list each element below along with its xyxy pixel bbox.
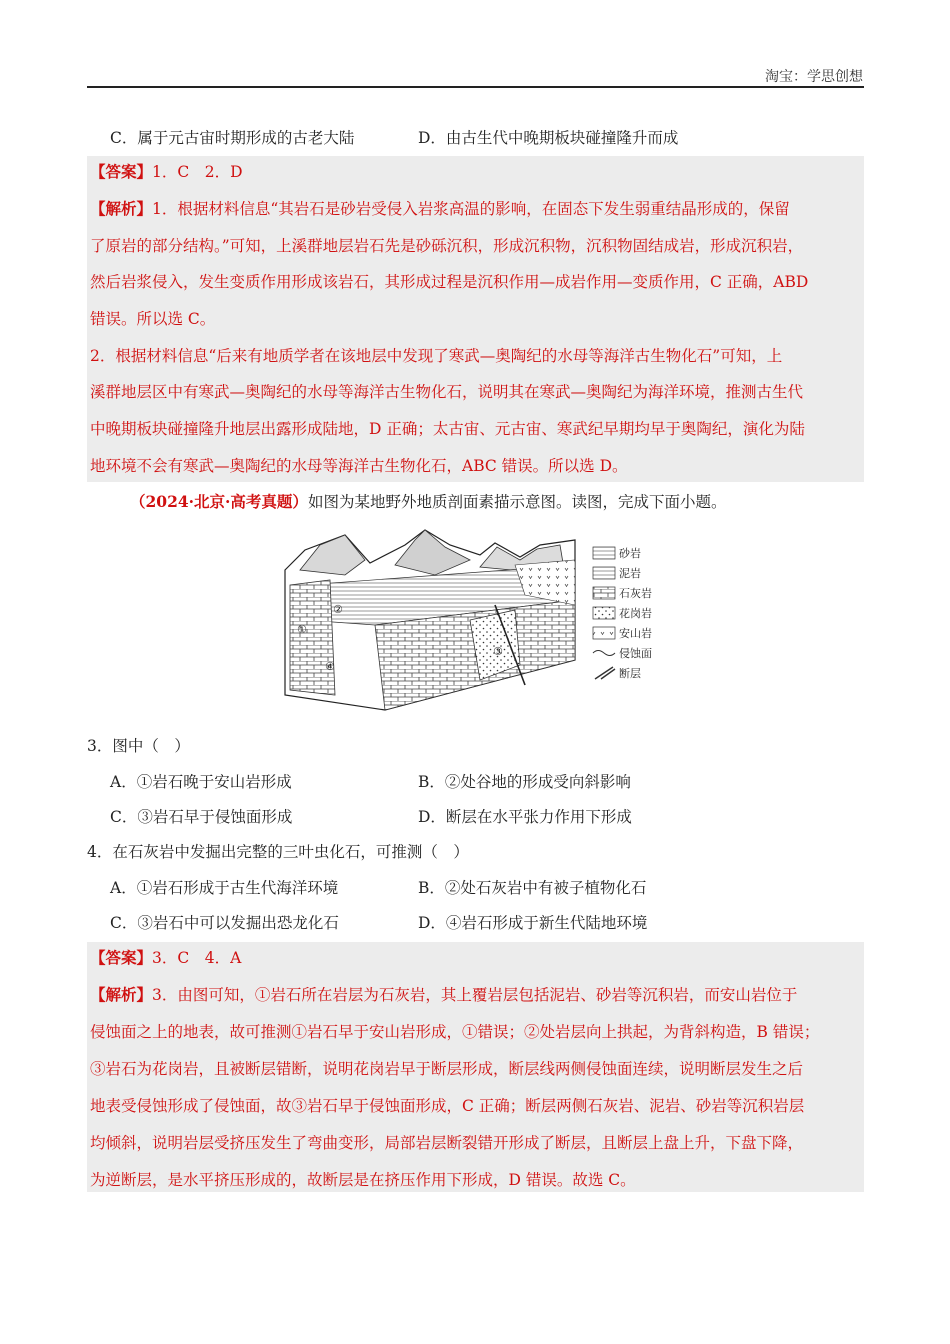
analysis-label: 【解析】 (90, 199, 153, 218)
q4-option-d[interactable]: D．④岩石形成于新生代陆地环境 (418, 914, 648, 932)
analysis-2-line-1: 侵蚀面之上的地表，故可推测①岩石早于安山岩形成，①错误；②处岩层向上拱起，为背斜构造，B 错误； (90, 1023, 820, 1041)
answer-label: 【答案】 (90, 948, 153, 967)
answer-text: 3．C 4．A (152, 949, 242, 967)
q3-option-b[interactable]: B．②处谷地的形成受向斜影响 (418, 773, 631, 791)
legend-limestone: 石灰岩 (619, 587, 652, 600)
answer-text: 1．C 2．D (152, 163, 243, 181)
q4-stem: 4．在石灰岩中发掘出完整的三叶虫化石，可推测（ ） (87, 843, 469, 861)
analysis-1-line-1: 了原岩的部分结构。”可知，上溪群地层岩石先是砂砾沉积，形成沉积物，沉积物固结成岩，形成沉积岩， (90, 237, 804, 255)
analysis-1-line-6: 中晚期板块碰撞隆升地层出露形成陆地，D 正确；太古宙、元古宙、寒武纪早期均早于奥陶纪，演化为陆 (90, 420, 805, 438)
legend-swatch-limestone (593, 587, 615, 599)
analysis-1-line-5: 溪群地层区中有寒武—奥陶纪的水母等海洋古生物化石，说明其在寒武—奥陶纪为海洋环境，推测古生代 (90, 383, 804, 401)
marker-3: ③ (493, 645, 503, 658)
answer-2 (90, 948, 241, 968)
q3-stem: 3．图中（ ） (87, 737, 190, 755)
analysis-2-line-4: 均倾斜，说明岩层受挤压发生了弯曲变形，局部岩层断裂错开形成了断层，且断层上盘上升，下盘下降， (90, 1134, 804, 1152)
prev-option-d: D．由古生代中晚期板块碰撞隆升而成 (418, 129, 679, 147)
header-text: 淘宝：学思创想 (765, 69, 863, 85)
q3-option-a[interactable]: A．①岩石晚于安山岩形成 (110, 773, 292, 791)
analysis-2-line-2: ③岩石为花岗岩，且被断层错断，说明花岗岩早于断层形成，断层线两侧侵蚀面连续，说明断层发生之后 (90, 1060, 804, 1078)
legend-andesite: 安山岩 (619, 627, 652, 640)
legend-erosion-surface: 侵蚀面 (619, 647, 652, 660)
legend-swatch-mudstone (593, 567, 615, 579)
legend-swatch-erosion (593, 651, 615, 656)
analysis-label: 【解析】 (90, 985, 153, 1004)
legend-fault: 断层 (619, 667, 641, 680)
q4-option-a[interactable]: A．①岩石形成于古生代海洋环境 (110, 879, 339, 897)
legend-granite: 花岗岩 (619, 607, 652, 620)
question-source: （2024·北京·高考真题） (130, 492, 308, 511)
legend-swatch-fault (595, 667, 615, 679)
marker-4: ④ (325, 660, 335, 673)
legend-swatch-andesite (593, 627, 615, 639)
header-rule (87, 86, 864, 88)
legend-swatch-granite (593, 607, 615, 619)
answer-label: 【答案】 (90, 162, 153, 181)
legend-sandstone: 砂岩 (619, 547, 641, 560)
q4-option-b[interactable]: B．②处石灰岩中有被子植物化石 (418, 879, 647, 897)
answer-1 (90, 162, 243, 182)
analysis-1-line-3: 错误。所以选 C。 (90, 310, 216, 328)
legend-swatch-sandstone (593, 547, 615, 559)
analysis-1-line-7: 地环境不会有寒武—奥陶纪的水母等海洋古生物化石，ABC 错误。所以选 D。 (90, 457, 628, 475)
analysis-1-line-4: 2．根据材料信息“后来有地质学者在该地层中发现了寒武—奥陶纪的水母等海洋古生物化石”可知，上 (90, 347, 783, 365)
analysis-2-line-5: 为逆断层，是水平挤压形成的，故断层是在挤压作用下形成，D 错误。故选 C。 (90, 1171, 636, 1189)
marker-2: ② (333, 603, 343, 616)
intro-text: 如图为某地野外地质剖面素描示意图。读图，完成下面小题。 (307, 493, 727, 511)
q3-option-c[interactable]: C．③岩石早于侵蚀面形成 (110, 808, 293, 826)
analysis-1-line-0: 【解析】1．根据材料信息“其岩石是砂岩受侵入岩浆高温的影响，在固态下发生弱重结晶形成的，保留 (90, 199, 790, 218)
prev-option-c: C．属于元古宙时期形成的古老大陆 (110, 129, 355, 147)
legend-mudstone: 泥岩 (619, 567, 641, 580)
analysis-2-line-0: 【解析】3．由图可知，①岩石所在岩层为石灰岩，其上覆岩层包括泥岩、砂岩等沉积岩，而安山岩位于 (90, 985, 798, 1004)
marker-1: ① (297, 623, 307, 636)
analysis-1-line-2: 然后岩浆侵入，发生变质作用形成该岩石，其形成过程是沉积作用—成岩作用—变质作用，C 正确，ABD (90, 273, 809, 291)
analysis-2-line-3: 地表受侵蚀形成了侵蚀面，故③岩石早于侵蚀面形成，C 正确；断层两侧石灰岩、泥岩、砂岩等沉积岩层 (90, 1097, 805, 1115)
geologic-section-figure (275, 525, 675, 717)
q4-option-c[interactable]: C．③岩石中可以发掘出恐龙化石 (110, 914, 339, 932)
question-intro (130, 492, 726, 512)
q3-option-d[interactable]: D．断层在水平张力作用下形成 (418, 808, 632, 826)
